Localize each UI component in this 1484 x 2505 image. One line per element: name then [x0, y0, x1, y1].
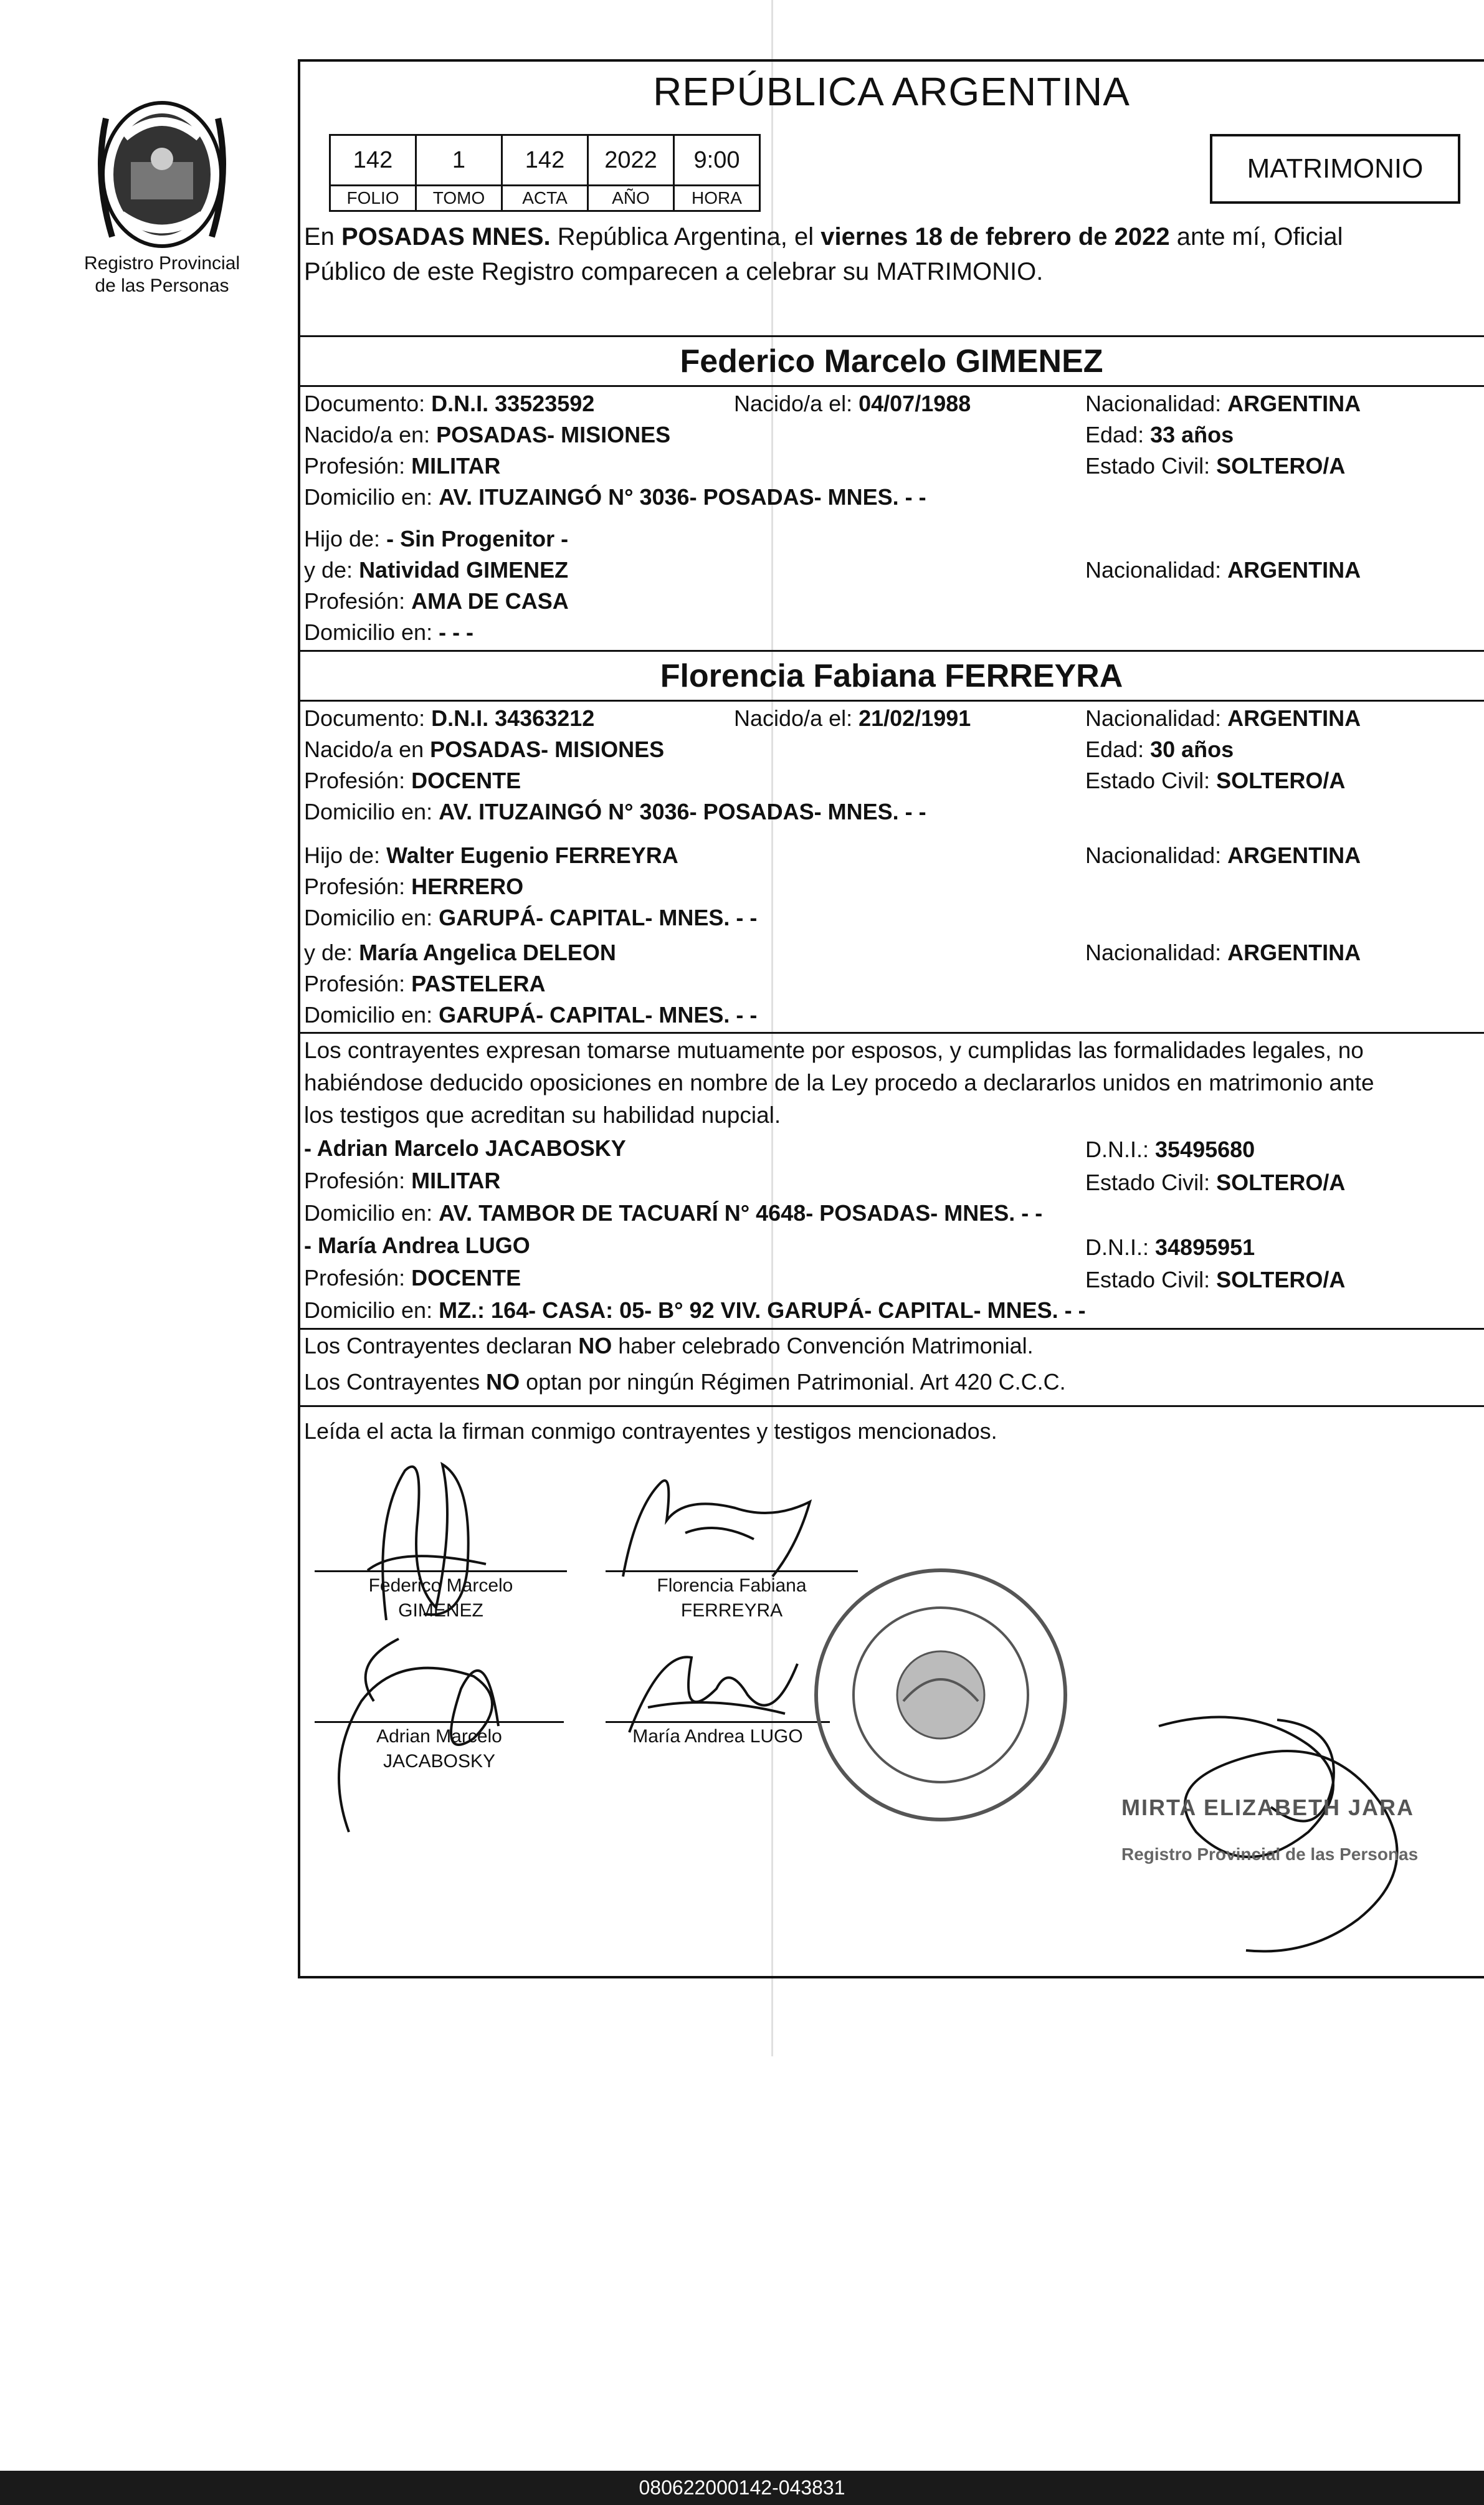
bride-nationality: Nacionalidad: ARGENTINA [1085, 705, 1361, 731]
declaration-paragraph: Los contrayentes expresan tomarse mutuamente por esposos, y cumplidas las formalidades legales, no habiéndose deducido oposiciones en nombre de la Ley procedo a declararlos unidos en matrimonio ante los testigos que acreditan su habilidad nupcial. [304, 1038, 1374, 1128]
groom-nationality: Nacionalidad: ARGENTINA [1085, 391, 1361, 416]
witness2-name: - María Andrea LUGO [304, 1233, 530, 1258]
signature-line [606, 1721, 830, 1723]
groom-father: Hijo de: - Sin Progenitor - [304, 526, 569, 551]
groom-signature-label: Federico Marcelo GIMENEZ [368, 1575, 513, 1621]
official-organization: Registro Provincial de las Personas [1121, 1844, 1419, 1864]
tomo-value: 1 [416, 135, 502, 186]
bride-profession: Profesión: DOCENTE [304, 768, 521, 793]
divider [299, 335, 1484, 337]
document-footer-code: 080622000142-043831 [0, 2471, 1484, 2505]
witness1-dni: D.N.I.: 35495680 [1085, 1137, 1255, 1162]
divider [299, 1405, 1484, 1407]
divider [299, 1032, 1484, 1034]
witness2-dni: D.N.I.: 34895951 [1085, 1234, 1255, 1260]
document-title: REPÚBLICA ARGENTINA [653, 69, 1130, 114]
groom-profession: Profesión: MILITAR [304, 453, 501, 479]
bride-father-address: Domicilio en: GARUPÁ- CAPITAL- MNES. - - [304, 905, 758, 930]
groom-mother-profession: Profesión: AMA DE CASA [304, 588, 569, 614]
year-value: 2022 [588, 135, 674, 186]
witness2-address: Domicilio en: MZ.: 164- CASA: 05- B° 92 VIV. GARUPÁ- CAPITAL- MNES. - - [304, 1297, 1086, 1323]
document-type-box: MATRIMONIO [1210, 134, 1460, 204]
divider [299, 700, 1484, 702]
groom-civil-status: Estado Civil: SOLTERO/A [1085, 453, 1346, 479]
regime-statement: Los Contrayentes NO optan por ningún Régimen Patrimonial. Art 420 C.C.C. [304, 1369, 1066, 1395]
acta-value: 142 [502, 135, 588, 186]
witness1-signature [324, 1601, 523, 1838]
witness1-civil-status: Estado Civil: SOLTERO/A [1085, 1170, 1346, 1195]
bride-signature [611, 1471, 822, 1583]
divider [299, 1328, 1484, 1330]
bride-name: Florencia Fabiana FERREYRA [660, 658, 1123, 694]
registry-name: Registro Provincial de las Personas [83, 253, 240, 296]
folio-table [329, 134, 761, 212]
witness2-civil-status: Estado Civil: SOLTERO/A [1085, 1267, 1346, 1292]
divider [299, 650, 1484, 652]
bride-mother-address: Domicilio en: GARUPÁ- CAPITAL- MNES. - - [304, 1002, 758, 1028]
official-name: MIRTA ELIZABETH JARA [1121, 1795, 1414, 1820]
time-value: 9:00 [674, 135, 760, 186]
convention-statement: Los Contrayentes declaran NO haber celebrado Convención Matrimonial. [304, 1333, 1034, 1358]
bride-birth-date: Nacido/a el: 21/02/1991 [734, 705, 971, 731]
bride-civil-status: Estado Civil: SOLTERO/A [1085, 768, 1346, 793]
folio-label: FOLIO [330, 186, 416, 211]
bride-father-nationality: Nacionalidad: ARGENTINA [1085, 842, 1361, 868]
time-label: HORA [674, 186, 760, 211]
bride-document: Documento: D.N.I. 34363212 [304, 705, 595, 731]
witness1-address: Domicilio en: AV. TAMBOR DE TACUARÍ N° 4648- POSADAS- MNES. - - [304, 1200, 1043, 1226]
groom-mother-address: Domicilio en: - - - [304, 619, 474, 645]
bride-mother-nationality: Nacionalidad: ARGENTINA [1085, 940, 1361, 965]
signature-line [315, 1721, 564, 1723]
witness1-name: - Adrian Marcelo JACABOSKY [304, 1135, 626, 1161]
witness2-signature-label: María Andrea LUGO [632, 1726, 803, 1747]
acta-label: ACTA [502, 186, 588, 211]
groom-mother-nationality: Nacionalidad: ARGENTINA [1085, 557, 1361, 583]
groom-birth-place: Nacido/a en: POSADAS- MISIONES [304, 422, 671, 447]
groom-birth-date: Nacido/a el: 04/07/1988 [734, 391, 971, 416]
signature-line [315, 1570, 567, 1572]
bride-address: Domicilio en: AV. ITUZAINGÓ N° 3036- POSADAS- MNES. - - [304, 799, 926, 824]
witness2-signature [623, 1639, 810, 1739]
witness1-profession: Profesión: MILITAR [304, 1168, 501, 1193]
groom-age: Edad: 33 años [1085, 422, 1234, 447]
witness1-signature-label: Adrian Marcelo JACABOSKY [376, 1726, 502, 1772]
bride-father-profession: Profesión: HERRERO [304, 874, 524, 899]
groom-mother: y de: Natividad GIMENEZ [304, 557, 569, 583]
groom-name: Federico Marcelo GIMENEZ [680, 343, 1103, 379]
groom-address: Domicilio en: AV. ITUZAINGÓ N° 3036- POSADAS- MNES. - - [304, 484, 926, 510]
groom-document: Documento: D.N.I. 33523592 [304, 391, 595, 416]
official-signature [1121, 1707, 1470, 1969]
misiones-coat-of-arms-logo [87, 93, 237, 255]
tomo-label: TOMO [416, 186, 502, 211]
year-label: AÑO [588, 186, 674, 211]
intro-paragraph: En POSADAS MNES. República Argentina, el viernes 18 de febrero de 2022 ante mí, Oficial Público de este Registro comparecen a celebrar su MATRIMONIO. [304, 223, 1343, 285]
bride-signature-label: Florencia Fabiana FERREYRA [657, 1575, 807, 1621]
bride-father: Hijo de: Walter Eugenio FERREYRA [304, 842, 678, 868]
closing-statement: Leída el acta la firman conmigo contrayentes y testigos mencionados. [304, 1418, 997, 1444]
bride-mother: y de: María Angelica DELEON [304, 940, 616, 965]
folio-value: 142 [330, 135, 416, 186]
registry-official-stamp [810, 1564, 1072, 1826]
bride-age: Edad: 30 años [1085, 737, 1234, 762]
witness2-profession: Profesión: DOCENTE [304, 1265, 521, 1291]
bride-birth-place: Nacido/a en POSADAS- MISIONES [304, 737, 665, 762]
divider [299, 385, 1484, 387]
bride-mother-profession: Profesión: PASTELERA [304, 971, 546, 996]
